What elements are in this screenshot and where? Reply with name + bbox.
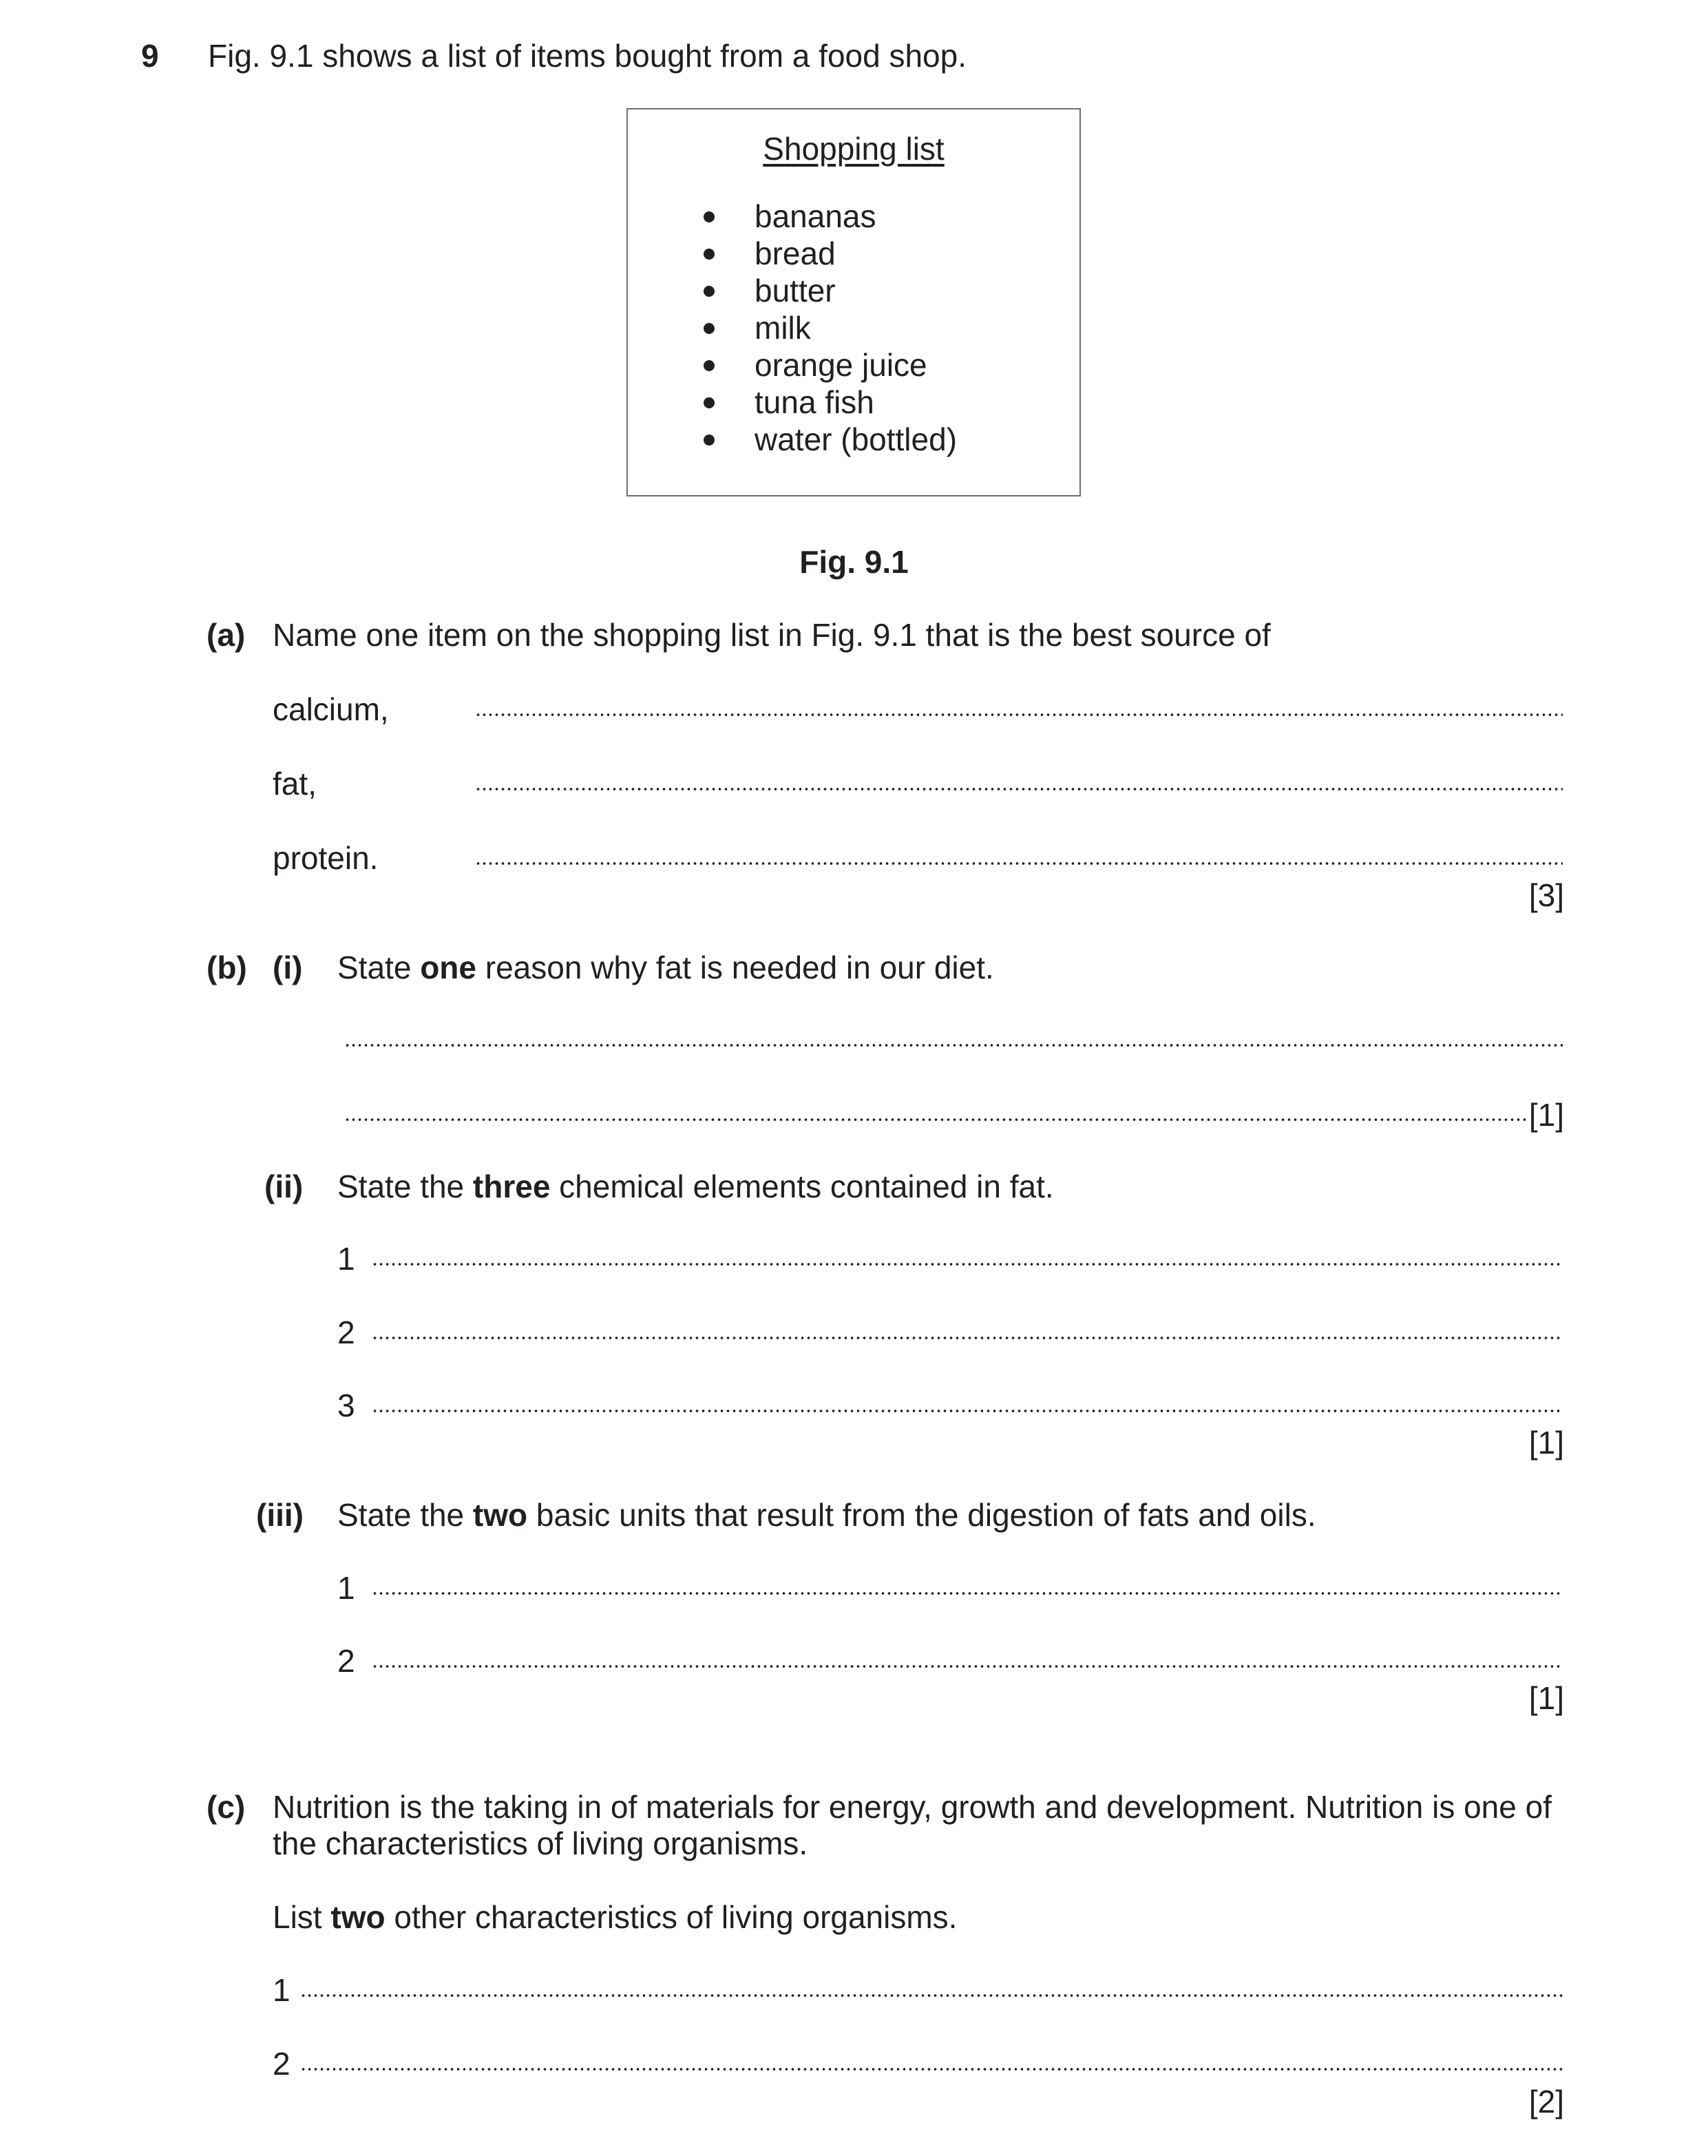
bullet-icon [704, 286, 715, 297]
part-c-marks: [2] [1528, 2084, 1564, 2120]
answer-line-protein[interactable] [475, 861, 1563, 866]
part-b-ii-question: State the three chemical elements contained in fat. [337, 1169, 1054, 1204]
answer-number: 3 [337, 1388, 355, 1423]
answer-line-b-iii-2[interactable] [372, 1664, 1563, 1669]
bullet-icon [704, 435, 715, 446]
answer-line-b-ii-3[interactable] [372, 1408, 1563, 1414]
answer-line-b-i-1[interactable] [344, 1043, 1563, 1048]
part-b-iii-marks: [1] [1528, 1680, 1564, 1716]
part-c-text-line-2: the characteristics of living organisms. [273, 1825, 808, 1861]
part-c-text-line-1: Nutrition is the taking in of materials for energy, growth and development. Nutrition is one of [273, 1789, 1552, 1825]
part-a-marks: [3] [1528, 877, 1564, 913]
part-b-i-marks: [1] [1528, 1097, 1564, 1133]
part-b-i-label: (i) [273, 950, 303, 985]
list-item: orange juice [704, 346, 957, 384]
shopping-list-figure [626, 108, 1081, 496]
answer-number: 2 [337, 1315, 355, 1350]
answer-line-b-ii-2[interactable] [372, 1335, 1563, 1341]
answer-line-b-i-2[interactable] [344, 1117, 1527, 1122]
answer-line-calcium[interactable] [475, 712, 1563, 718]
part-b-ii-label: (ii) [264, 1169, 304, 1204]
list-item: bread [704, 235, 957, 272]
answer-number: 2 [337, 1643, 355, 1679]
answer-line-b-iii-1[interactable] [372, 1591, 1563, 1596]
list-item: water (bottled) [704, 421, 957, 458]
bullet-icon [704, 397, 715, 408]
bullet-icon [704, 249, 715, 260]
answer-number: 1 [337, 1570, 355, 1606]
part-c-label: (c) [207, 1789, 246, 1825]
answer-number: 1 [337, 1241, 355, 1277]
bullet-icon [704, 360, 715, 371]
list-item: milk [704, 309, 957, 346]
figure-caption: Fig. 9.1 [799, 544, 909, 580]
part-c-task: List two other characteristics of living organisms. [273, 1899, 958, 1935]
answer-number: 2 [273, 2046, 291, 2082]
answer-line-c-1[interactable] [300, 1993, 1563, 1998]
part-a-label: (a) [207, 617, 246, 653]
answer-line-c-2[interactable] [300, 2066, 1563, 2072]
bullet-icon [704, 211, 715, 222]
nutrient-label-calcium: calcium, [273, 691, 389, 727]
list-item: butter [704, 272, 957, 309]
list-item: tuna fish [704, 384, 957, 421]
shopping-list [704, 198, 957, 458]
question-number: 9 [141, 38, 159, 74]
part-b-iii-label: (iii) [256, 1497, 304, 1533]
question-intro: Fig. 9.1 shows a list of items bought from a food shop. [208, 38, 967, 74]
answer-number: 1 [273, 1972, 291, 2008]
part-a-prompt: Name one item on the shopping list in Fig. 9.1 that is the best source of [273, 617, 1271, 653]
bullet-icon [704, 323, 715, 334]
part-b-ii-marks: [1] [1528, 1425, 1564, 1461]
nutrient-label-protein: protein. [273, 840, 379, 876]
part-b-label: (b) [207, 950, 247, 985]
part-b-i-question: State one reason why fat is needed in our diet. [337, 950, 994, 985]
part-b-iii-question: State the two basic units that result from the digestion of fats and oils. [337, 1497, 1316, 1533]
shopping-list-title: Shopping list [763, 131, 945, 167]
answer-line-fat[interactable] [475, 786, 1563, 792]
list-item: bananas [704, 198, 957, 235]
answer-line-b-ii-1[interactable] [372, 1262, 1563, 1267]
nutrient-label-fat: fat, [273, 766, 317, 802]
